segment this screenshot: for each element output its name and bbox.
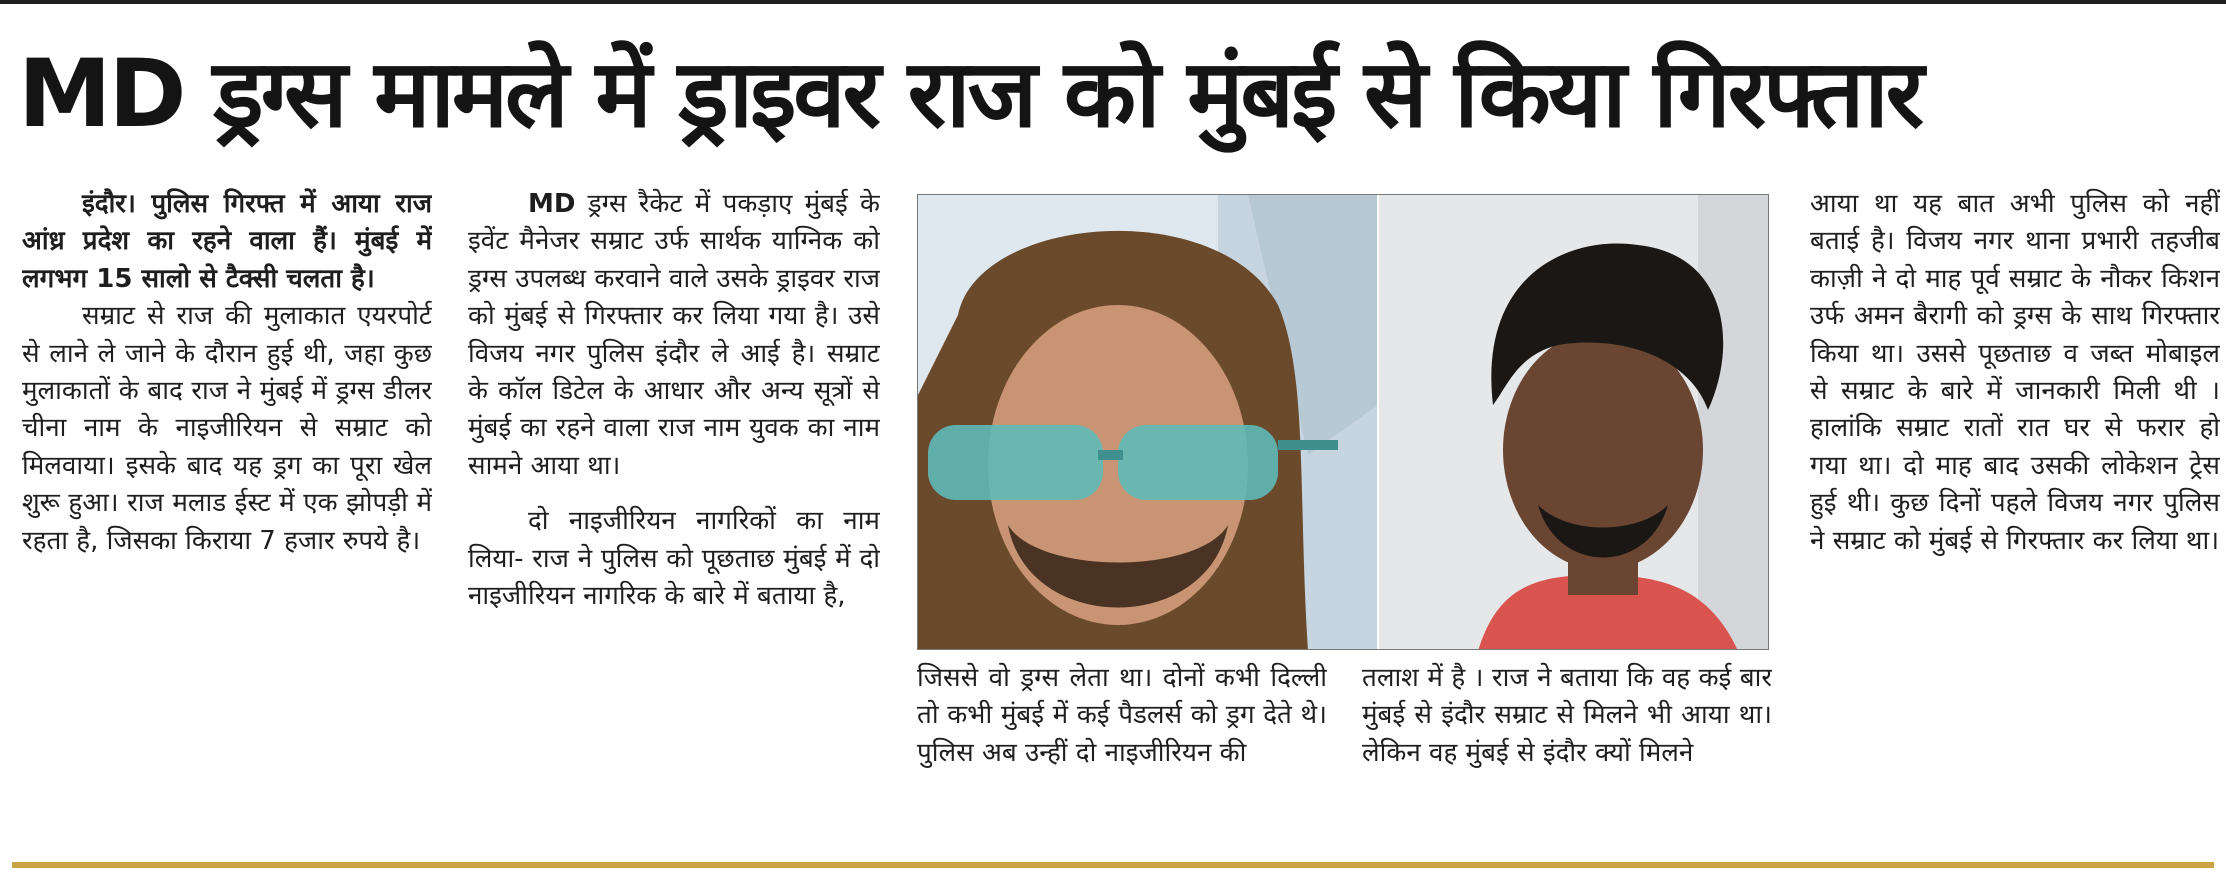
article-column-5	[1810, 186, 2220, 846]
lead-word: MD	[528, 189, 576, 219]
column4-paragraph: तलाश में है । राज ने बताया कि वह कई बार मुंबई से इंदौर सम्राट से मिलने भी आया था। लेकिन वह मुंबई से इंदौर क्यों मिलने	[1362, 663, 1772, 768]
subhead-paragraph: दो नाइजीरियन नागरिकों का नाम लिया- राज ने पुलिस को पूछताछ मुंबई में दो नाइजीरियन नागरिक के बारे में बताया है,	[468, 506, 880, 612]
column3-paragraph: जिससे वो ड्रग्स लेता था। दोनों कभी दिल्ली तो कभी मुंबई में कई पैडलर्स को ड्रग देते थे। पुलिस अब उन्हीं दो नाइजीरियन की	[917, 663, 1327, 768]
lead-paragraph	[468, 186, 880, 485]
top-rule	[0, 0, 2226, 4]
article-column-3	[917, 660, 1327, 850]
intro-paragraph: इंदौर। पुलिस गिरफ्त में आया राज आंध्र प्रदेश का रहने वाला हैं। मुंबई में लगभग 15 सालो से टैक्सी चलता है।	[22, 189, 432, 294]
lead-paragraph-text: ड्रग्स रैकेट में पकड़ाए मुंबई के इवेंट मैनेजर सम्राट उर्फ सार्थक याग्निक को ड्रग्स उपलब्ध करवाने वाले उसके ड्राइवर राज को मुंबई से गिरफ्तार कर लिया गया है। उसे विजय नगर पुलिस इंदौर ले आई है। सम्राट के कॉल डिटेल के आधार और अन्य सूत्रों से मुंबई का रहने वाला राज नाम युवक का नाम सामने आया था।	[468, 189, 880, 481]
headline: MD ड्रग्स मामले में ड्राइवर राज को मुंबई से किया गिरफ्तार	[18, 40, 1922, 149]
article-column-4	[1362, 660, 1772, 850]
article-column-2	[468, 186, 880, 846]
news-photo	[917, 194, 1769, 650]
article-column-1	[22, 186, 432, 846]
photo-collage-icon	[918, 195, 1769, 650]
body-paragraph: सम्राट से राज की मुलाकात एयरपोर्ट से लाने ले जाने के दौरान हुई थी, जहा कुछ मुलाकातों के बाद राज ने मुंबई में ड्रग्स डीलर चीना नाम के नाइजीरियन से सम्राट को मिलवाया। इसके बाद यह ड्रग का पूरा खेल शुरू हुआ। राज मलाड ईस्ट में एक झोपड़ी में रहता है, जिसका किराया 7 हजार रुपये है।	[22, 301, 432, 556]
bottom-rule	[12, 862, 2214, 868]
column5-paragraph: आया था यह बात अभी पुलिस को नहीं बताई है। विजय नगर थाना प्रभारी तहजीब काज़ी ने दो माह पूर्व सम्राट के नौकर किशन उर्फ अमन बैरागी को ड्रग्स के साथ गिरफ्तार किया था। उससे पूछताछ व जब्त मोबाइल से सम्राट के बारे में जानकारी मिली थी । हालांकि सम्राट रातों रात घर से फरार हो गया था। दो माह बाद उसकी लोकेशन ट्रेस हुई थी। कुछ दिनों पहले विजय नगर पुलिस ने सम्राट को मुंबई से गिरफ्तार कर लिया था।	[1810, 189, 2220, 556]
